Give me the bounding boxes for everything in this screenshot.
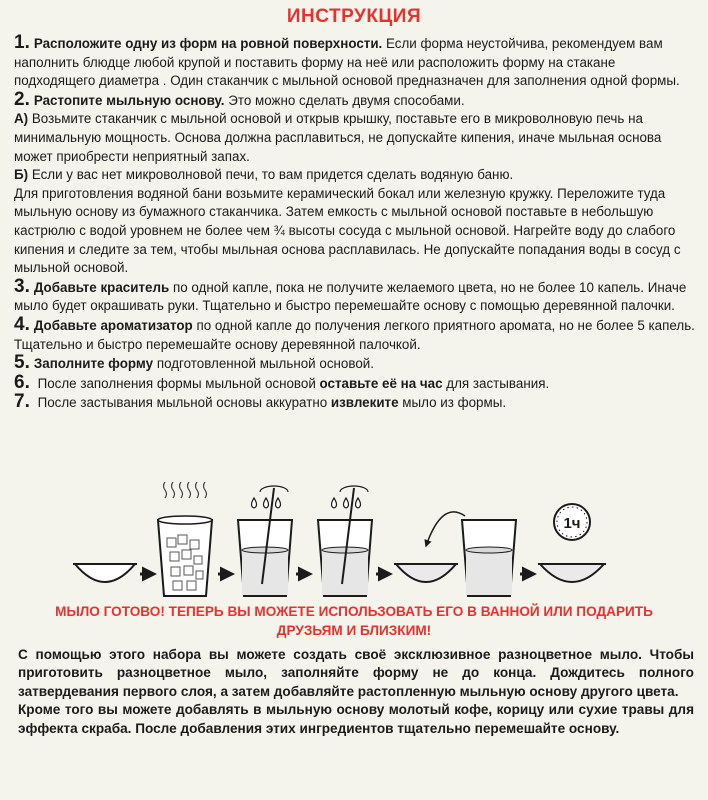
- step-text: После заполнения формы мыльной основой: [33, 375, 320, 391]
- process-illustration: [70, 478, 640, 608]
- pour-cup-icon: [462, 520, 516, 596]
- step-text: Это можно сделать двумя способами.: [224, 92, 465, 108]
- final-paragraph-2: Кроме того вы можете добавлять в мыльную основу молотый кофе, корицу или сухие травы для эффекта скраба. После добавления этих ингредиентов тщательно перемешайте основу.: [18, 702, 694, 736]
- option-label: Б): [14, 167, 29, 183]
- page-title: ИНСТРУКЦИЯ: [286, 6, 422, 27]
- step-2-option-a: [14, 110, 700, 166]
- step-text: подготовленной мыльной основой.: [153, 356, 374, 372]
- step-number: 7.: [14, 391, 30, 413]
- step-7: [14, 393, 700, 413]
- option-text: Возьмите стаканчик с мыльной основой и открыв крышку, поставьте его в микроволновую печь на минимальную мощность. Основа должна расплавиться, не допускайте кипения, иначе мыльная основа может приобрести неприятный запах.: [14, 111, 662, 164]
- step-number: 1.: [14, 32, 30, 53]
- option-label: А): [14, 111, 29, 127]
- step-number: 5.: [14, 352, 30, 374]
- step-heading: Растопите мыльную основу.: [33, 92, 225, 108]
- step-2-option-b: [14, 166, 700, 185]
- filled-bowl-icon: [394, 564, 458, 582]
- drops-icon: [252, 498, 281, 508]
- empty-bowl-icon: [73, 564, 137, 582]
- step-1: [14, 34, 700, 91]
- step-emphasis: оставьте её на час: [319, 375, 443, 391]
- ready-banner: [0, 602, 708, 640]
- timer-label: 1ч: [563, 515, 581, 532]
- step-number: 4.: [14, 313, 30, 335]
- ready-line-2: ДРУЗЬЯМ И БЛИЗКИМ!: [276, 623, 432, 638]
- steps-list: [14, 34, 700, 413]
- final-notes: [18, 646, 694, 738]
- timer-icon: [554, 504, 590, 540]
- step-5: [14, 354, 700, 374]
- step-4: [14, 313, 700, 354]
- step-text: После застывания мыльной основы аккуратно: [33, 395, 331, 411]
- step-text: Если форма неустойчива, рекомендуем вам наполнить блюдце любой крупой и поставить форму на неё или расположить форму на стакане подходящего диаметра . Один стаканчик с мыльной основой предназначен для заполнения одной формы.: [14, 36, 680, 89]
- ready-line-1: МЫЛО ГОТОВО! ТЕПЕРЬ ВЫ МОЖЕТЕ ИСПОЛЬЗОВАТЬ ЕГО В ВАННОЙ ИЛИ ПОДАРИТЬ: [55, 604, 653, 619]
- step-2: [14, 88, 700, 111]
- step-number: 3.: [14, 275, 30, 297]
- steam-icon: [164, 482, 207, 498]
- step-heading: Добавьте ароматизатор: [33, 317, 193, 333]
- step-heading: Добавьте краситель: [33, 279, 170, 295]
- step-heading: Заполните форму: [33, 356, 154, 372]
- aroma-cup-icon: [318, 486, 372, 596]
- step-text: по одной капле до получения легкого приятного аромата, но не более 5 капель. Тщательно и быстро перемешайте основу деревянной палочкой.: [14, 317, 695, 352]
- step-3: [14, 275, 700, 316]
- dye-cup-icon: [238, 486, 292, 596]
- step-text: мыло из формы.: [398, 395, 507, 411]
- step-number: 2.: [14, 88, 30, 110]
- drops-icon: [332, 498, 361, 508]
- pour-arrow-icon: [426, 512, 465, 546]
- step-2-water-bath: Для приготовления водяной бани возьмите керамический бокал или железную кружку. Переложите туда мыльную основу из бумажного стаканчика. Затем емкость с мыльной основой поставьте в небольшую кастрюлю с водой уровнем не более чем ¾ высоты сосуда с мыльной основой. Нагрейте воду до слабого кипения и следите за тем, чтобы мыльная основа расплавилась. Не допускайте попадания воды в сосуд с мыльной основой.: [14, 185, 681, 276]
- soap-bowl-icon: [538, 564, 606, 582]
- step-emphasis: извлеките: [330, 395, 399, 411]
- final-paragraph-1: С помощью этого набора вы можете создать своё эксклюзивное разноцветное мыло. Чтобы приготовить разноцветное мыло, заполняйте форму не до конца. Дождитесь полного затвердевания первого слоя, а затем добавляйте растопленную мыльную основу другого цвета.: [18, 647, 694, 699]
- step-text: по одной капле, пока не получите желаемого цвета, но не более 10 капель. Иначе мыло будет окрашивать руки. Тщательно и быстро перемешайте основу с помощью деревянной палочки.: [14, 279, 687, 314]
- step-number: 6.: [14, 371, 30, 393]
- melting-cup-icon: [158, 482, 212, 596]
- option-text: Если у вас нет микроволновой печи, то вам придется сделать водяную баню.: [28, 167, 514, 183]
- step-6: [14, 371, 700, 394]
- step-heading: Расположите одну из форм на ровной поверхности.: [33, 36, 383, 51]
- step-text: для застывания.: [442, 375, 550, 391]
